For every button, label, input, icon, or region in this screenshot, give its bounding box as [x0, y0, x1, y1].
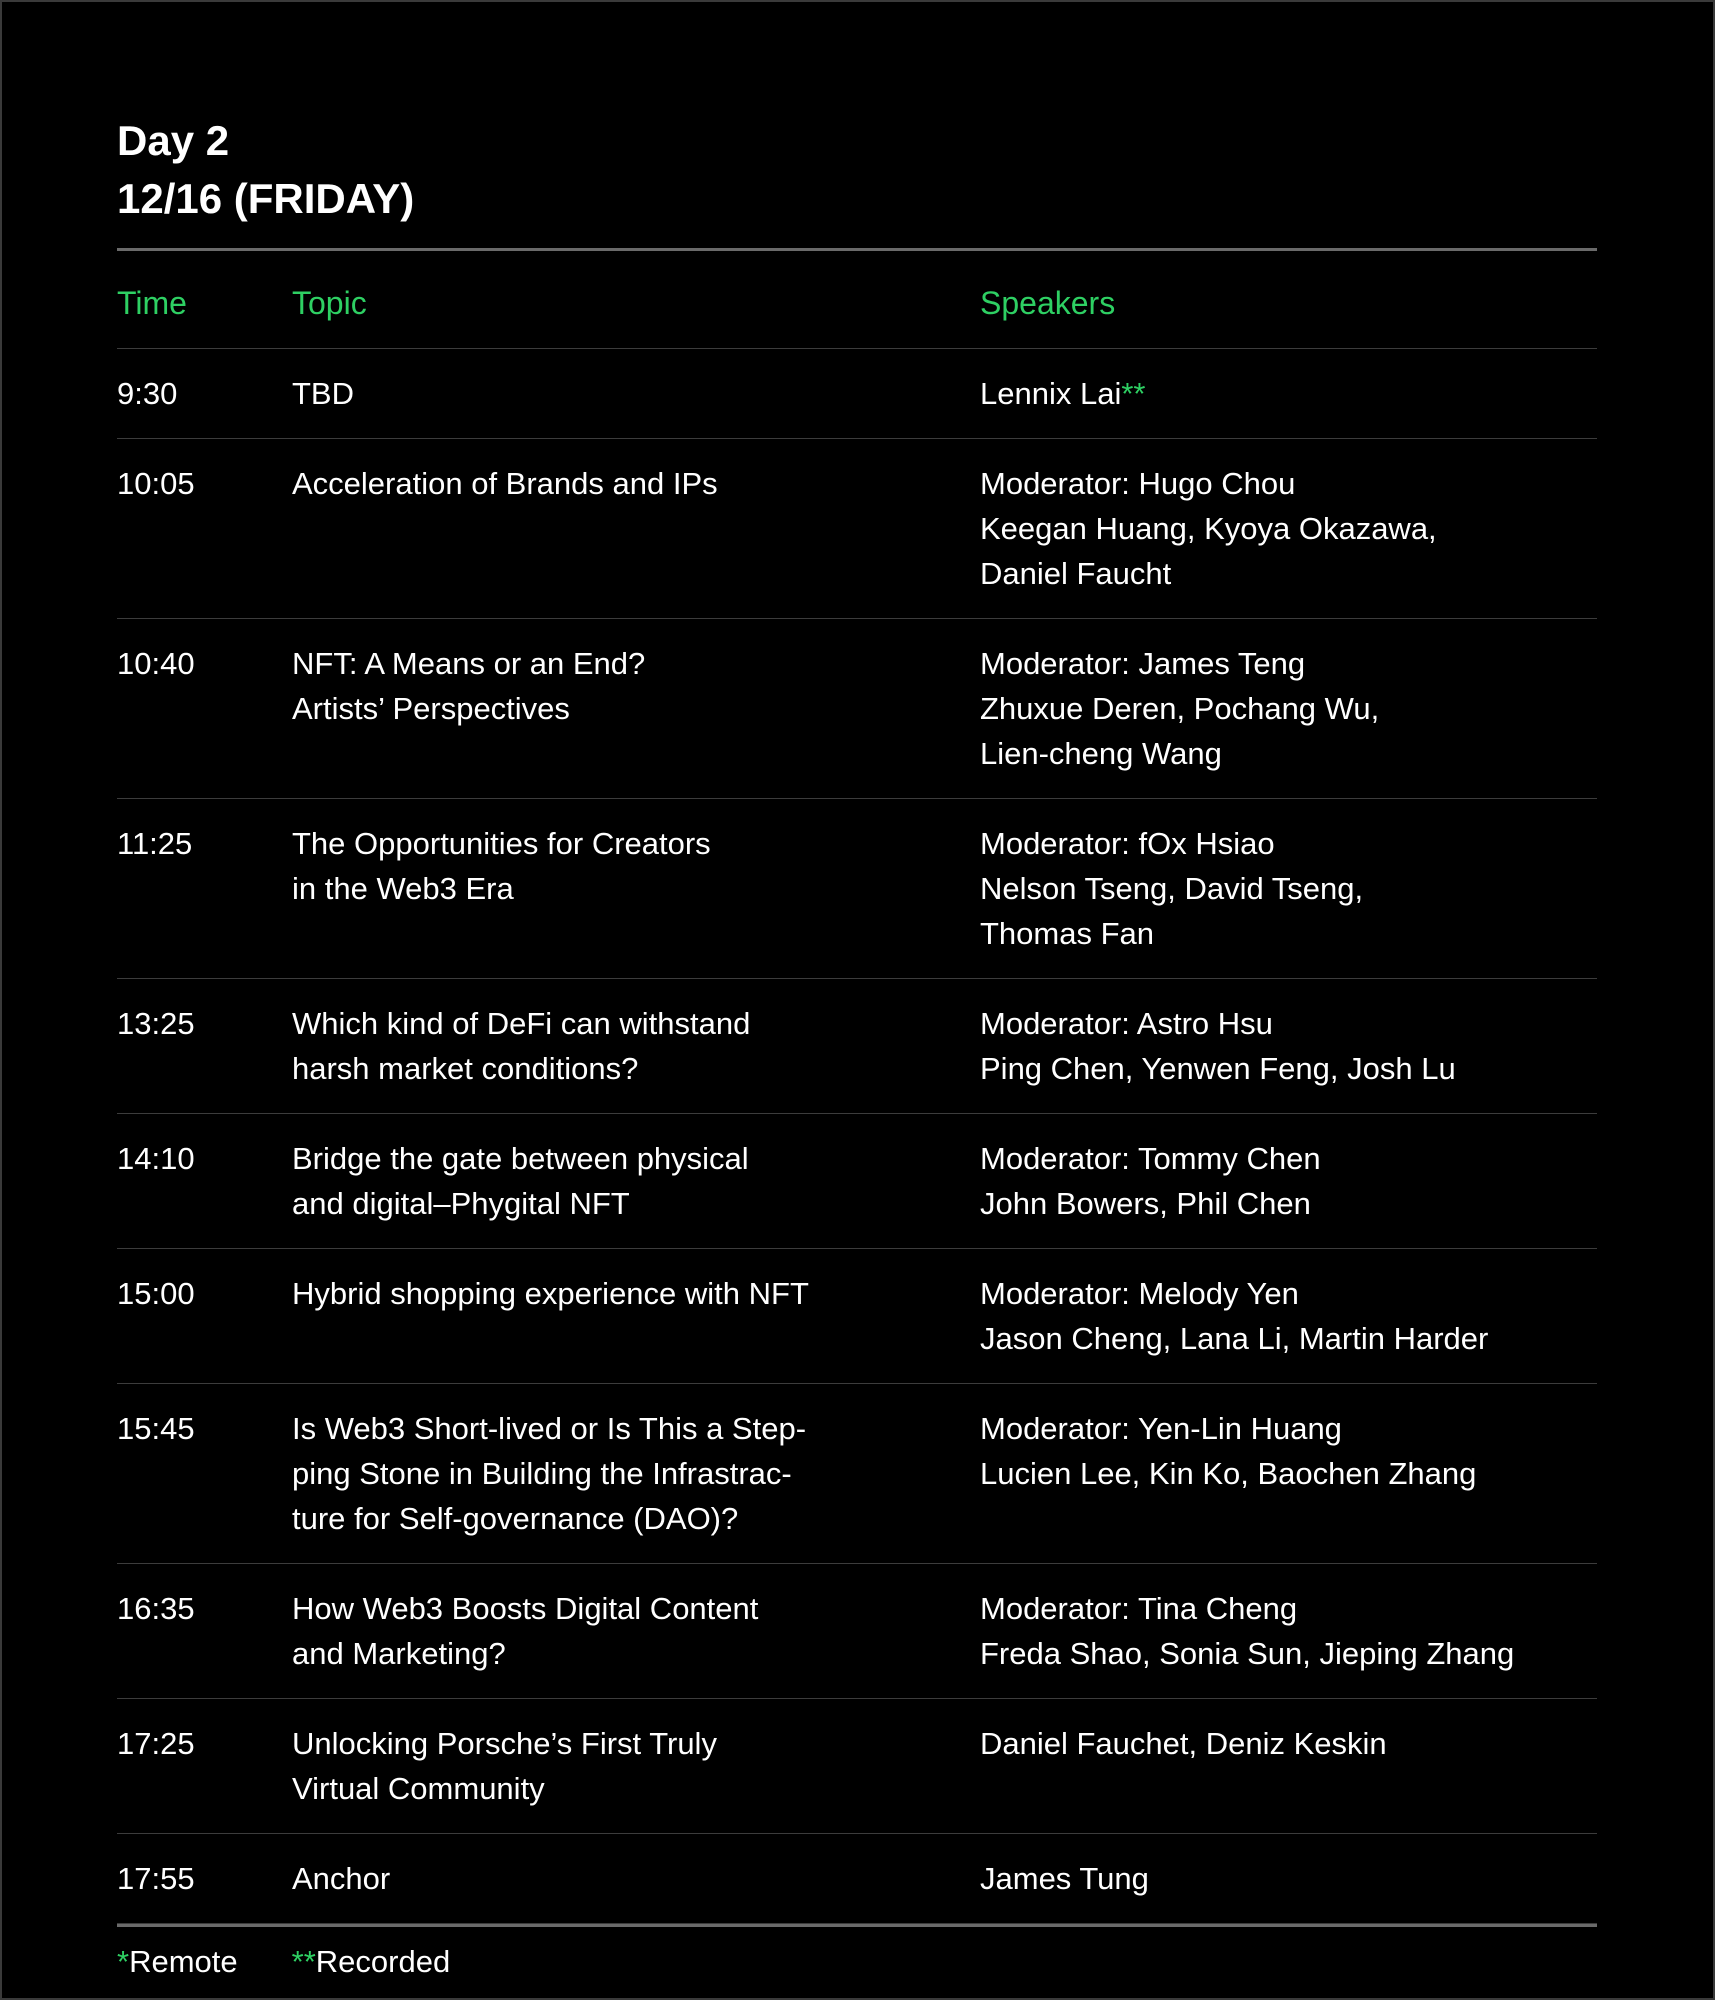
session-speakers — [980, 371, 1597, 416]
session-topic — [292, 821, 980, 956]
speaker-names: John Bowers, Phil Chen — [980, 1186, 1311, 1221]
speaker-names: Moderator: Tommy Chen — [980, 1141, 1321, 1176]
topic-line: Artists’ Perspectives — [292, 691, 570, 726]
table-row — [117, 1114, 1597, 1249]
speaker-line — [980, 1586, 1597, 1631]
speaker-names: Thomas Fan — [980, 916, 1155, 951]
column-header-topic: Topic — [292, 285, 367, 321]
session-time: 15:45 — [117, 1411, 195, 1446]
topic-line: and Marketing? — [292, 1636, 506, 1671]
topic-line: ture for Self-governance (DAO)? — [292, 1501, 739, 1536]
session-time: 16:35 — [117, 1591, 195, 1626]
session-topic — [292, 1406, 980, 1541]
speaker-line — [980, 1271, 1597, 1316]
table-row — [117, 619, 1597, 799]
speaker-line — [980, 866, 1597, 911]
recorded-marker: ** — [1121, 376, 1146, 411]
topic-line: Hybrid shopping experience with NFT — [292, 1276, 809, 1311]
topic-line: NFT: A Means or an End? — [292, 646, 646, 681]
speaker-names: Nelson Tseng, David Tseng, — [980, 871, 1364, 906]
legend-recorded — [292, 1939, 451, 1984]
speaker-names: Keegan Huang, Kyoya Okazawa, — [980, 511, 1437, 546]
agenda-table-body — [117, 349, 1597, 1924]
speaker-names: Moderator: Tina Cheng — [980, 1591, 1298, 1626]
speaker-line — [980, 1001, 1597, 1046]
session-topic — [292, 641, 980, 776]
speaker-names: Moderator: Yen-Lin Huang — [980, 1411, 1342, 1446]
speaker-line — [980, 1316, 1597, 1361]
session-speakers — [980, 821, 1597, 956]
table-row — [117, 439, 1597, 619]
session-speakers — [980, 1136, 1597, 1226]
table-row — [117, 349, 1597, 439]
speaker-line — [980, 506, 1597, 551]
speaker-names: Moderator: Astro Hsu — [980, 1006, 1273, 1041]
speaker-line — [980, 1046, 1597, 1091]
speaker-line — [980, 686, 1597, 731]
speaker-line — [980, 1181, 1597, 1226]
session-time: 15:00 — [117, 1276, 195, 1311]
recorded-label: Recorded — [315, 1944, 451, 1979]
topic-line: Acceleration of Brands and IPs — [292, 466, 718, 501]
topic-line: in the Web3 Era — [292, 871, 514, 906]
legend — [117, 1939, 1597, 1984]
speaker-names: Moderator: Hugo Chou — [980, 466, 1296, 501]
session-topic — [292, 1271, 980, 1361]
speaker-names: Lien-cheng Wang — [980, 736, 1222, 771]
remote-label: Remote — [129, 1944, 238, 1979]
date-label: 12/16 (FRIDAY) — [117, 175, 415, 222]
session-speakers — [980, 1721, 1597, 1811]
speaker-line — [980, 1406, 1597, 1451]
topic-line: Bridge the gate between physical — [292, 1141, 749, 1176]
speaker-names: Lennix Lai — [980, 376, 1122, 411]
session-speakers — [980, 1406, 1597, 1541]
table-row — [117, 1564, 1597, 1699]
session-topic — [292, 1856, 980, 1901]
speaker-names: Freda Shao, Sonia Sun, Jieping Zhang — [980, 1636, 1515, 1671]
page-title — [117, 112, 1597, 228]
session-speakers — [980, 461, 1597, 596]
speaker-names: Moderator: James Teng — [980, 646, 1306, 681]
top-divider — [117, 248, 1597, 251]
topic-line: Is Web3 Short-lived or Is This a Step- — [292, 1411, 807, 1446]
speaker-line — [980, 1721, 1597, 1766]
session-topic — [292, 1001, 980, 1091]
speaker-names: Lucien Lee, Kin Ko, Baochen Zhang — [980, 1456, 1477, 1491]
topic-line: ping Stone in Building the Infrastrac- — [292, 1456, 792, 1491]
speaker-line — [980, 821, 1597, 866]
topic-line: harsh market conditions? — [292, 1051, 639, 1086]
table-row — [117, 979, 1597, 1114]
session-time: 10:40 — [117, 646, 195, 681]
remote-marker: * — [117, 1944, 130, 1979]
topic-line: Which kind of DeFi can withstand — [292, 1006, 751, 1041]
speaker-line — [980, 641, 1597, 686]
session-speakers — [980, 641, 1597, 776]
speaker-names: Moderator: Melody Yen — [980, 1276, 1299, 1311]
session-time: 17:55 — [117, 1861, 195, 1896]
table-row — [117, 1249, 1597, 1384]
speaker-names: James Tung — [980, 1861, 1149, 1896]
session-topic — [292, 1136, 980, 1226]
session-topic — [292, 1586, 980, 1676]
speaker-names: Jason Cheng, Lana Li, Martin Harder — [980, 1321, 1489, 1356]
session-time: 10:05 — [117, 466, 195, 501]
session-topic — [292, 461, 980, 596]
table-row — [117, 799, 1597, 979]
topic-line: TBD — [292, 376, 354, 411]
speaker-names: Daniel Faucht — [980, 556, 1172, 591]
table-row — [117, 1384, 1597, 1564]
table-row — [117, 1699, 1597, 1834]
session-time: 14:10 — [117, 1141, 195, 1176]
session-time: 11:25 — [117, 826, 193, 861]
speaker-line — [980, 1631, 1597, 1676]
speaker-names: Ping Chen, Yenwen Feng, Josh Lu — [980, 1051, 1456, 1086]
table-header — [117, 259, 1597, 349]
topic-line: Virtual Community — [292, 1771, 545, 1806]
speaker-line — [980, 731, 1597, 776]
speaker-names: Zhuxue Deren, Pochang Wu, — [980, 691, 1380, 726]
legend-remote — [117, 1939, 238, 1984]
session-topic — [292, 371, 980, 416]
session-time: 13:25 — [117, 1006, 195, 1041]
speaker-line — [980, 1451, 1597, 1496]
session-speakers — [980, 1001, 1597, 1091]
topic-line: Unlocking Porsche’s First Truly — [292, 1726, 717, 1761]
topic-line: The Opportunities for Creators — [292, 826, 711, 861]
day-label: Day 2 — [117, 117, 230, 164]
session-topic — [292, 1721, 980, 1811]
speaker-line — [980, 551, 1597, 596]
session-speakers — [980, 1271, 1597, 1361]
speaker-line — [980, 461, 1597, 506]
column-header-time: Time — [117, 285, 187, 321]
session-speakers — [980, 1856, 1597, 1901]
session-time: 17:25 — [117, 1726, 195, 1761]
session-speakers — [980, 1586, 1597, 1676]
bottom-divider — [117, 1924, 1597, 1927]
session-time: 9:30 — [117, 376, 178, 411]
speaker-line — [980, 911, 1597, 956]
table-row — [117, 1834, 1597, 1924]
topic-line: and digital–Phygital NFT — [292, 1186, 630, 1221]
recorded-marker: ** — [291, 1944, 316, 1979]
speaker-line — [980, 1856, 1597, 1901]
speaker-names: Daniel Fauchet, Deniz Keskin — [980, 1726, 1387, 1761]
topic-line: Anchor — [292, 1861, 391, 1896]
speaker-names: Moderator: fOx Hsiao — [980, 826, 1275, 861]
speaker-line — [980, 1136, 1597, 1181]
column-header-speakers: Speakers — [980, 285, 1116, 321]
agenda-page — [117, 112, 1597, 1984]
speaker-line — [980, 371, 1597, 416]
topic-line: How Web3 Boosts Digital Content — [292, 1591, 759, 1626]
